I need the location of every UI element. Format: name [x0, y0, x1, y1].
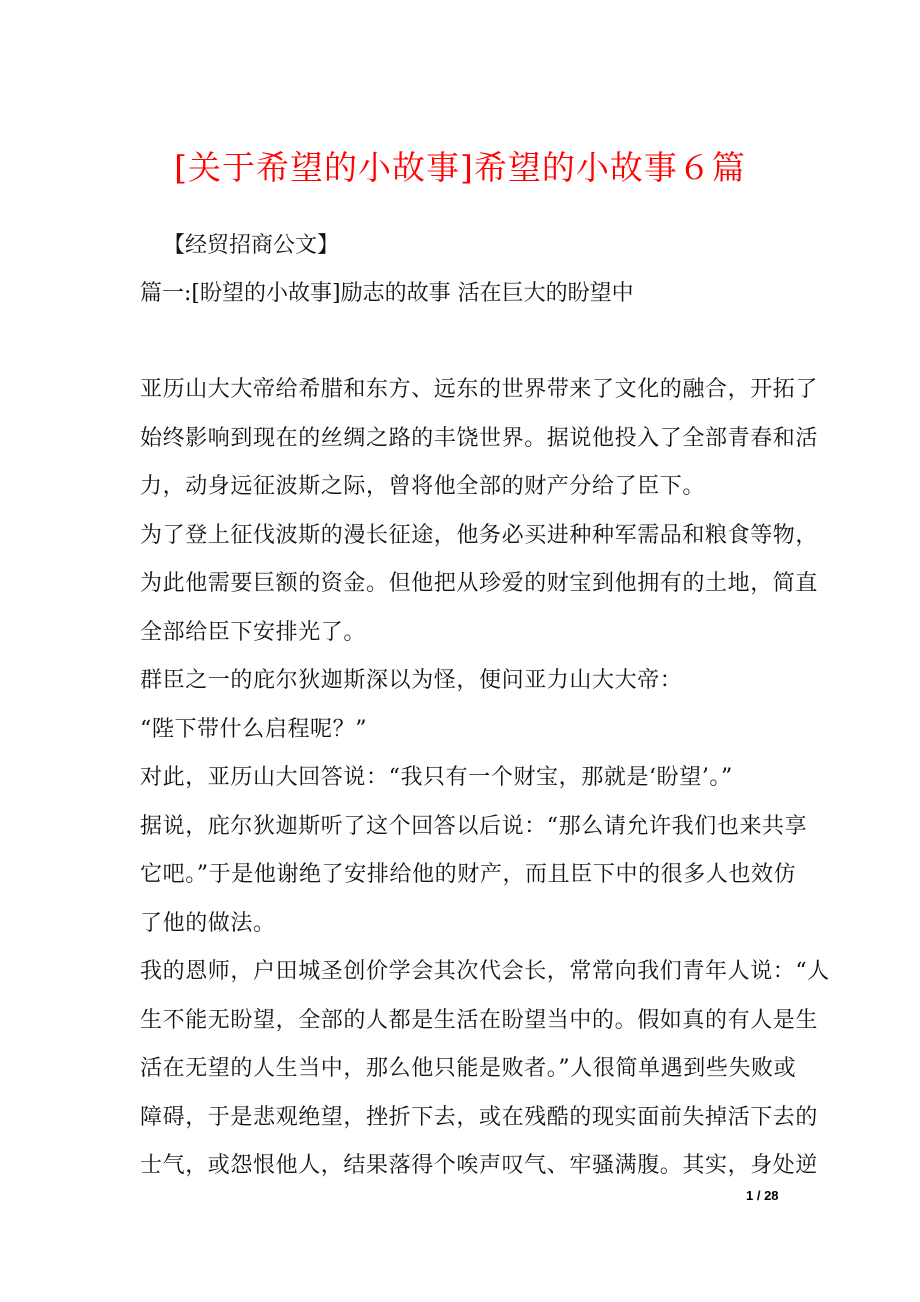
document-title: [关于希望的小故事]希望的小故事６篇	[174, 148, 746, 187]
body-line: 为了登上征伐波斯的漫长征途，他务必买进种种军需品和粮食等物，	[140, 522, 819, 548]
body-line: “陛下带什么启程呢？”	[140, 716, 368, 742]
body-line: 士气，或怨恨他人，结果落得个唉声叹气、牢骚满腹。其实，身处逆	[140, 1153, 819, 1178]
body-line: 据说，庇尔狄迦斯听了这个回答以后说：“那么请允许我们也来共享	[140, 813, 808, 839]
body-line: 力，动身远征波斯之际，曾将他全部的财产分给了臣下。	[140, 474, 706, 499]
body-line: 活在无望的人生当中，那么他只能是败者。”人很简单遇到些失败或	[140, 1056, 797, 1081]
body-line: 我的恩师，户田城圣创价学会其次代会长，常常向我们青年人说：“人	[140, 959, 830, 984]
body-line: 群臣之一的庇尔狄迦斯深以为怪，便问亚力山大大帝：	[140, 668, 683, 693]
body-line: 始终影响到现在的丝绸之路的丰饶世界。据说他投入了全部青春和活	[140, 425, 819, 451]
body-line: 亚历山大大帝给希腊和东方、远东的世界带来了文化的融合，开拓了	[140, 377, 819, 402]
body-line: 障碍，于是悲观绝望，挫折下去，或在残酷的现实面前失掉活下去的	[140, 1104, 819, 1130]
body-text	[140, 366, 830, 1191]
body-line: 全部给臣下安排光了。	[140, 619, 367, 645]
page-number: 1 / 28	[746, 1188, 779, 1203]
document-category: 【经贸招商公文】	[163, 233, 340, 258]
body-line: 了他的做法。	[140, 910, 276, 936]
body-line: 对此，亚历山大回答说：“我只有一个财宝，那就是‘盼望’。”	[140, 765, 733, 790]
body-line: 它吧。”于是他谢绝了安排给他的财产，而且臣下中的很多人也效仿	[140, 862, 797, 887]
body-line: 生不能无盼望，全部的人都是生活在盼望当中的。假如真的有人是生	[140, 1007, 819, 1033]
body-line: 为此他需要巨额的资金。但他把从珍爱的财宝到他拥有的土地，简直	[140, 571, 819, 596]
section-heading: 篇一:[盼望的小故事]励志的故事 活在巨大的盼望中	[140, 281, 634, 306]
